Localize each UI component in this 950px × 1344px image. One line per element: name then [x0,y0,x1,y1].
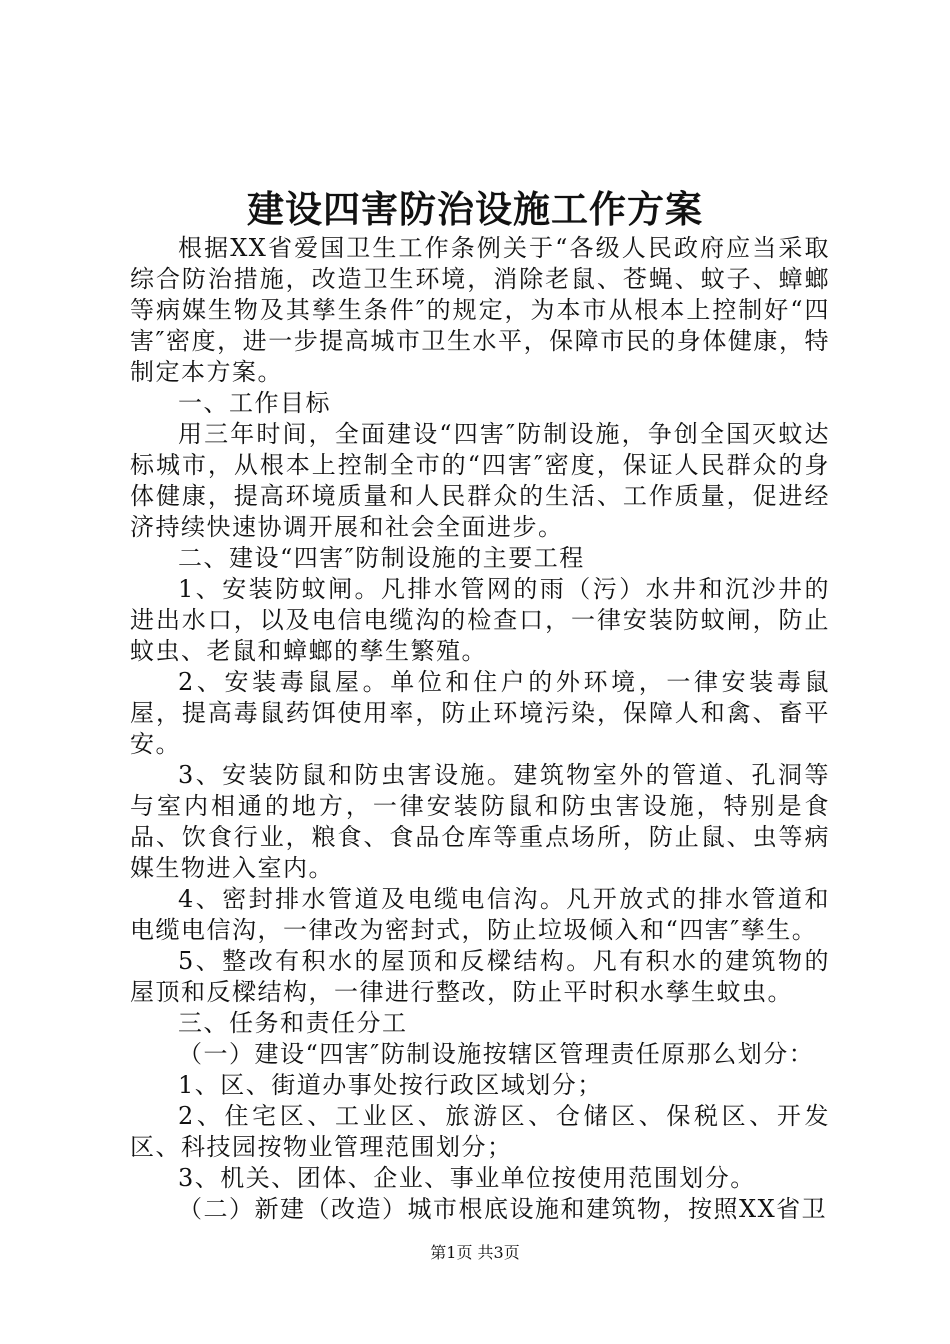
document-title: 建设四害防治设施工作方案 [247,187,703,231]
paragraph-project-3: 3、安装防鼠和防虫害设施。建筑物室外的管道、孔洞等与室内相通的地方，一律安装防鼠和防虫害设施，特别是食品、饮食行业，粮食、食品仓库等重点场所，防止鼠、虫等病媒生物进入室内。 [130,761,830,882]
section-heading-work-goal: 一、工作目标 [178,389,331,417]
paragraph-project-1: 1、安装防蚊闸。凡排水管网的雨（污）水井和沉沙井的进出水口，以及电信电缆沟的检查口，一律安装防蚊闸，防止蚊虫、老鼠和蟑螂的孳生繁殖。 [130,575,830,665]
paragraph-division-3: 3、机关、团体、企业、事业单位按使用范围划分。 [178,1164,756,1192]
section-heading-main-projects: 二、建设“四害″防制设施的主要工程 [178,544,585,572]
paragraph-responsibility-1: （一）建设“四害″防制设施按辖区管理责任原那么划分： [178,1040,815,1068]
paragraph-division-1: 1、区、街道办事处按行政区域划分； [178,1071,603,1099]
paragraph-project-2: 2、安装毒鼠屋。单位和住户的外环境，一律安装毒鼠屋，提高毒鼠药饵使用率，防止环境污染，保障人和禽、畜平安。 [130,668,830,758]
paragraph-division-2: 2、住宅区、工业区、旅游区、仓储区、保税区、开发区、科技园按物业管理范围划分； [130,1102,830,1161]
paragraph-responsibility-2: （二）新建（改造）城市根底设施和建筑物，按照XX省卫 [178,1195,828,1223]
paragraph-work-goal: 用三年时间，全面建设“四害″防制设施，争创全国灭蚊达标城市，从根本上控制全市的“四害″密度，保证人民群众的身体健康，提高环境质量和人民群众的生活、工作质量，促进经济持续快速协调开展和社会全面进步。 [130,420,830,541]
paragraph-intro: 根据XX省爱国卫生工作条例关于“各级人民政府应当采取综合防治措施，改造卫生环境，消除老鼠、苍蝇、蚊子、蟑螂等病媒生物及其孳生条件″的规定，为本市从根本上控制好“四害″密度，进一步提高城市卫生水平，保障市民的身体健康，特制定本方案。 [130,234,830,386]
document-body [130,233,830,1225]
paragraph-project-5: 5、整改有积水的屋顶和反樑结构。凡有积水的建筑物的屋顶和反樑结构，一律进行整改，防止平时积水孳生蚊虫。 [130,947,830,1006]
section-heading-responsibilities: 三、任务和责任分工 [178,1009,408,1037]
paragraph-project-4: 4、密封排水管道及电缆电信沟。凡开放式的排水管道和电缆电信沟，一律改为密封式，防止垃圾倾入和“四害″孳生。 [130,885,830,944]
page-footer: 第1页 共3页 [430,1243,520,1262]
